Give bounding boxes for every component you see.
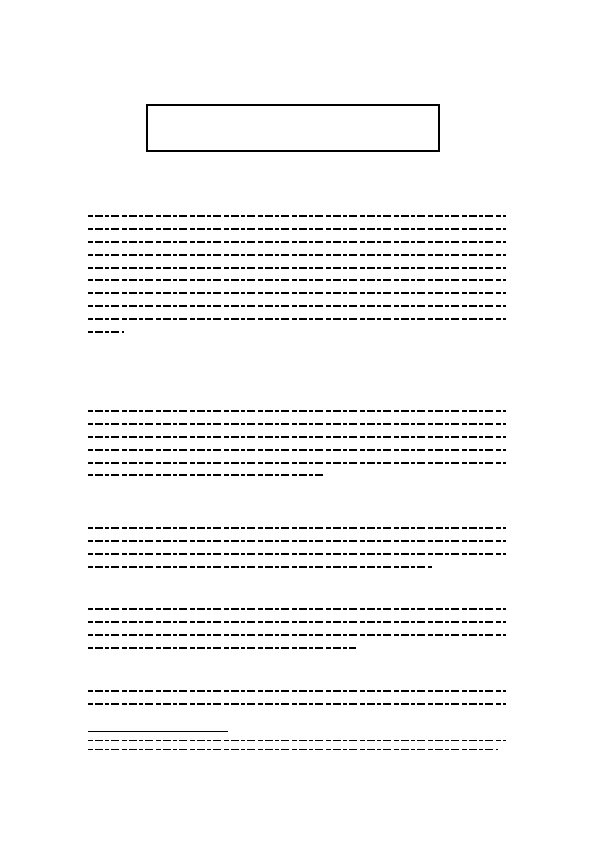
paragraph-1 [88, 210, 506, 338]
paragraph-5 [88, 685, 506, 711]
title-box [146, 104, 440, 152]
footnote-divider [88, 731, 228, 732]
paragraph-4 [88, 603, 506, 654]
paragraph-2 [88, 405, 506, 482]
paragraph-3 [88, 522, 506, 573]
footnotes [88, 736, 506, 754]
